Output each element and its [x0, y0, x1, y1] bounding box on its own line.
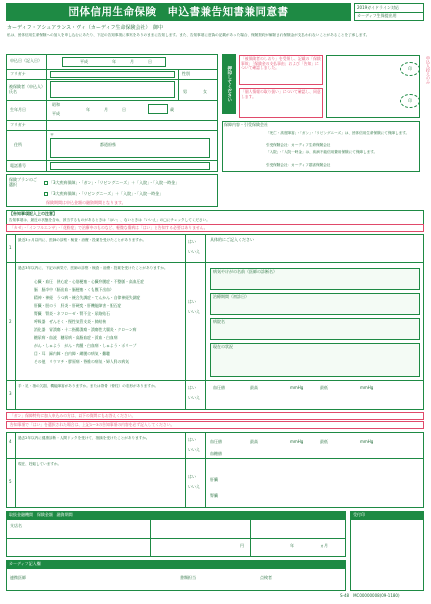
rules-header: 【告知事項記入上の注意】 [9, 211, 57, 216]
bp-max: 最高 [250, 385, 258, 390]
bank-header [6, 511, 346, 519]
detail-hospital-label: 病院名 [213, 319, 225, 324]
q5-no[interactable]: いいえ [188, 484, 200, 489]
plan-label: 保険プランのご選択 [9, 177, 37, 187]
sex-male[interactable]: 男 [183, 89, 187, 94]
birth-label: 生年月日 [10, 107, 26, 112]
bp-unit-3: mmHg [290, 439, 304, 444]
plan-right-label: 保障内容・引受保険会社 [224, 122, 268, 127]
loan-months: ヵ月 [320, 543, 328, 548]
illness-2: 精神・神経 うつ病・統合失調症・てんかん・自律神経失調症 [34, 295, 141, 300]
q5-yes[interactable]: はい [188, 474, 196, 479]
plan-right-3: 「入院」・「入院一時金」は、疾病不能信用費用保険にて保障します。 [266, 150, 378, 154]
question-4: 過去2年以内に健康診断・人間ドックを受けて、指摘を受けたことがありますか。 [18, 436, 150, 440]
address-input[interactable] [50, 138, 210, 158]
amount-label: 保険金額 [36, 511, 53, 517]
illness-6: 消化器 胃潰瘍・十二指腸潰瘍・潰瘍性大腸炎・クローン病 [34, 327, 137, 332]
plan-right-2: 引受保険会社：カーディフ生命保険会社 [266, 143, 331, 147]
sex-label: 性別 [182, 71, 190, 76]
q4-no[interactable]: いいえ [188, 447, 200, 452]
rules-red-note: 「カゼ」・「インフルエンザ」・「花粉症」で治療中のものなど、軽微な傷病は「はい」と告知する必要はありません。 [6, 224, 424, 232]
form-title: 団体信用生命保険 申込書兼告知書兼同意書 [6, 3, 351, 21]
plan-right-4: 引受保険会社：カーディフ損害保険会社 [266, 163, 331, 167]
illness-9: 目・耳 緑内障・白内障・網膜の病気・難聴 [34, 351, 110, 356]
illness-5: 呼吸器 ぜんそく・慢性気管支炎・肺結核 [34, 319, 107, 324]
illness-10: その他 リウマチ・膠原病・脊椎の病気・婦人科の病気 [34, 359, 129, 364]
prefecture-label: 都道府県 [100, 142, 116, 147]
furigana-label: フリガナ [10, 71, 26, 76]
q1-no[interactable]: いいえ [188, 249, 200, 254]
detail-status-label: 現在の状況 [213, 344, 233, 349]
detail-hospital-cell[interactable] [210, 318, 420, 340]
side-note: 申込人控えのみ [426, 56, 431, 84]
plan-right-1: 「死亡・高度障害」・「ガン」・「リビングニーズ」は、団体信用生命保険にて保障します。 [266, 131, 410, 135]
q2-no[interactable]: いいえ [188, 309, 200, 314]
question-2: 過去3年以内に、下記の病気で、医師の診察・検査・治療・投薬を受けたことがありますか。 [18, 266, 168, 270]
q4-yes[interactable]: はい [188, 437, 196, 442]
receipt-stamp-area [350, 519, 424, 591]
bp-max-2: 最高 [250, 439, 258, 444]
age-suffix: 歳 [170, 107, 174, 112]
application-form: 団体信用生命保険 申込書兼告知書兼同意書 2019ガイドライン対応 カーディフ生保提出用 カーディフ・アシュアランス・ヴィ（カーディフ生命保険会社） 御中 私は、団体信用生命保険への加入を申し込むにあたり、下記の告知事項に事実をありのままに告知します。また、告知事項に虚偽の記載があった場合、保険契約が解除され保険金が支払われないことがあることを了承します。 申込日（記入日） 平成 年 月 日 フリガナ 被保険者（申込人）氏名 性別 男 女 生年月日 昭和 平成 年 月 日 歳 フリガナ 住所 〒 都道府県 電話番号 押印してください 「被保険者のしおり」を受領し、記載の「保険事故」「保険金の支払事由」および「告知」について確認しました。 「個人情報の取り扱い」について確認し、同意します。 印 印 申込人控えのみ 保障内容・引受保険会社 「死亡・高度障害」・「ガン」・「リビングニーズ」は、団体信用生命保険にて保障します。 引受保険会社：カーディフ生命保険会社 「入院」・「入院一時金」は、疾病不能信用費用保険にて保障します。 引受保険会社：カーディフ損害保険会社 保険プランのご選択 「3大疾病保障」・「ガン」・「リビングニーズ」＋「入院」・「入院一時金」 「3大疾病保障」・「リビングニーズ」＋「入院」・「入院一時金」 保険期間は申込金額の融資期間となります。 【告知事項記入上の注意】 告知事項は、最近の状態を含め、該当するものがあるときは「はい」、ないときは「いいえ」の□にチェックしてください。 「カゼ」・「インフルエンザ」・「花粉症」で治療中のものなど、軽微な傷病は「はい」と告知する必要はありません。 1 2 3 最近3ヵ月以内に、医師の診察・検査・治療・投薬を受けたことがありますか。 はい いいえ 過去3年以内に、下記の病気で、医師の診察・検査・治療・投薬を受けたことがありますか。 はい いいえ 心臓・血圧 狭心症・心筋梗塞・心臓弁膜症・不整脈・高血圧症 脳 脳卒中（脳出血・脳梗塞・くも膜下出血） 精神・神経 うつ病・統合失調症・てんかん・自律神経失調症 肝臓・胆のう 肝炎・肝硬変・肝機能障害・胆石症 腎臓 腎炎・ネフローゼ・腎不全・尿路結石 呼吸器 ぜんそく・慢性気管支炎・肺結核 消化器 胃潰瘍・十二指腸潰瘍・潰瘍性大腸炎・クローン病 糖尿病・血液 糖尿病・高脂血症・貧血・白血病 がん・しゅよう がん・肉腫・白血病・しゅよう・ポリープ 目・耳 緑内障・白内障・網膜の病気・難聴 その他 リウマチ・膠原病・脊椎の病気・婦人科の病気 手・足・指の欠損、機能障害がありますか。または背骨（脊柱）の変形がありますか。 はい いいえ 具体的にご記入ください 病気やけがの名前（医師の診断名） 治療期間（初診日） 病院名 現在の状況 血圧値 最高 mmHg 最低 mmHg 「ガン」保障特約に加入申込みの方は、以下の質問にもお答えください。 告知事項で「はい」を選択された場合は、上記1〜3の告知事項の内容を必ず記入してください。 4 5 過去2年以内に健康診断・人間ドックを受けて、指摘を受けたことがありますか。 はい いいえ 現在、妊娠していますか。 はい いいえ 血圧値 最高 mmHg 最低 mmHg 血糖値 肝臓 腎臓 取扱金融機関 保険金額 融資期間 支店名 円 年 ヵ月 受付印 カーディフ記入欄 連携医師 書類担当 点検者 S-48 MC00000008(09-1180) [7, 4, 431, 598]
apply-year-suffix: 年 [112, 59, 116, 64]
bp-unit-1: mmHg [290, 385, 304, 390]
cancer-note: 「ガン」保障特約に加入申込みの方は、以下の質問にもお答えください。 [6, 412, 424, 420]
cardiff-use-area [6, 568, 346, 591]
detail-period-label: 治療期間（初診日） [213, 294, 249, 299]
bp-min-2: 最低 [320, 439, 328, 444]
birth-month-suffix: 月 [104, 107, 108, 112]
era-heisei[interactable]: 平成 [52, 111, 60, 116]
seal-circle-1[interactable]: 印 [400, 62, 420, 76]
seal-note-2: 「個人情報の取り扱い」について確認し、同意します。 [239, 88, 323, 118]
name-label: 被保険者（申込人）氏名 [9, 84, 45, 94]
plan-checkbox-2[interactable] [44, 192, 48, 196]
illness-3: 肝臓・胆のう 肝炎・肝硬変・肝機能障害・胆石症 [34, 303, 122, 308]
detail-disease-label: 病気やけがの名前（医師の診断名） [213, 269, 277, 274]
plan-option-2-text: 「3大疾病保障」・「リビングニーズ」＋「入院」・「入院一時金」 [49, 191, 164, 196]
kidney-label: 腎臓 [210, 493, 218, 498]
intro-text: 私は、団体信用生命保険への加入を申し込むにあたり、下記の告知事項に事実をありのままに告知します。また、告知事項に虚偽の記載があった場合、保険契約が解除され保険金が支払われないことがあることを了承します。 [7, 33, 370, 37]
detail-status-cell[interactable] [210, 343, 420, 377]
form-version-2: カーディフ生保提出用 [355, 12, 423, 20]
form-version-1: 2019ガイドライン対応 [357, 4, 399, 10]
detail-note: 告知事項で「はい」を選択された場合は、上記1〜3の告知事項の内容を必ず記入してください。 [6, 421, 424, 429]
era-showa[interactable]: 昭和 [52, 102, 60, 107]
doc-label: 書類担当 [180, 575, 196, 580]
phone-label: 電話番号 [10, 163, 26, 168]
amount-yen: 円 [240, 543, 244, 548]
apply-date-field[interactable] [62, 57, 166, 67]
birth-day-suffix: 日 [122, 107, 126, 112]
check-label: 点検者 [260, 575, 272, 580]
plan-option-1-text: 「3大疾病保障」・「ガン」・「リビングニーズ」＋「入院」・「入院一時金」 [49, 180, 180, 185]
cardiff-use-header: カーディフ記入欄 [6, 560, 346, 568]
q3-no[interactable]: いいえ [188, 395, 200, 400]
furigana-input[interactable] [50, 71, 175, 78]
bp-unit-2: mmHg [360, 385, 374, 390]
q2-yes[interactable]: はい [188, 299, 196, 304]
loan-years: 年 [290, 543, 294, 548]
insurer-name: カーディフ・アシュアランス・ヴィ（カーディフ生命保険会社） 御中 [7, 25, 163, 31]
branch-label: 支店名 [10, 523, 22, 528]
plan-option-1[interactable] [44, 181, 179, 186]
seal-circle-2[interactable]: 印 [400, 94, 420, 108]
hospital-label: 連携医師 [10, 575, 26, 580]
bp-label: 血圧値 [213, 385, 225, 390]
apply-month-suffix: 月 [130, 59, 134, 64]
bp-label-2: 血圧値 [210, 439, 222, 444]
illness-0: 心臓・血圧 狭心症・心筋梗塞・心臓弁膜症・不整脈・高血圧症 [34, 279, 145, 284]
illness-4: 腎臓 腎炎・ネフローゼ・腎不全・尿路結石 [34, 311, 110, 316]
address-label: 住所 [14, 142, 22, 147]
bank-label: 取扱金融機関 [9, 511, 33, 517]
illness-1: 脳 脳卒中（脳出血・脳梗塞・くも膜下出血） [34, 287, 114, 292]
apply-date-label: 申込日（記入日） [10, 58, 42, 63]
question-3: 手・足・指の欠損、機能障害がありますか。または背骨（脊柱）の変形がありますか。 [18, 384, 159, 388]
illness-8: がん・しゅよう がん・肉腫・白血病・しゅよう・ポリープ [34, 343, 137, 348]
form-version-box [354, 3, 424, 21]
plan-option-2[interactable] [44, 192, 163, 197]
liver-label: 肝臓 [210, 477, 218, 482]
phone-input[interactable] [50, 162, 210, 170]
address-furigana-label: フリガナ [10, 122, 26, 127]
illness-7: 糖尿病・血液 糖尿病・高脂血症・貧血・白血病 [34, 335, 118, 340]
age-input[interactable] [148, 104, 168, 114]
bp-unit-4: mmHg [360, 439, 374, 444]
q1-yes[interactable]: はい [188, 239, 196, 244]
loan-label: 融資期間 [56, 511, 73, 517]
blood-sugar-label: 血糖値 [210, 451, 222, 456]
form-code: S-48 MC00000008(09-1180) [340, 593, 400, 598]
details-header: 具体的にご記入ください [210, 237, 254, 242]
apply-day-suffix: 日 [148, 59, 152, 64]
receipt-header: 受付印 [350, 511, 424, 519]
seal-caption: 押印してください [222, 54, 236, 114]
seal-note-1: 「被保険者のしおり」を受領し、記載の「保険事故」「保険金の支払事由」および「告知」について確認しました。 [239, 55, 323, 85]
q3-yes[interactable]: はい [188, 385, 196, 390]
sex-female[interactable]: 女 [203, 89, 207, 94]
bp-min: 最低 [320, 385, 328, 390]
question-5: 現在、妊娠していますか。 [18, 462, 62, 466]
question-1: 最近3ヵ月以内に、医師の診察・検査・治療・投薬を受けたことがありますか。 [18, 238, 147, 242]
apply-date-era: 平成 [80, 59, 88, 64]
rules-text: 告知事項は、最近の状態を含め、該当するものがあるときは「はい」、ないときは「いいえ」の□にチェックしてください。 [9, 218, 210, 222]
birth-year-suffix: 年 [86, 107, 90, 112]
plan-note: 保険期間は申込金額の融資期間となります。 [46, 200, 126, 205]
plan-checkbox-1[interactable] [44, 181, 48, 185]
name-input[interactable] [50, 81, 175, 98]
postal-mark: 〒 [50, 132, 54, 137]
